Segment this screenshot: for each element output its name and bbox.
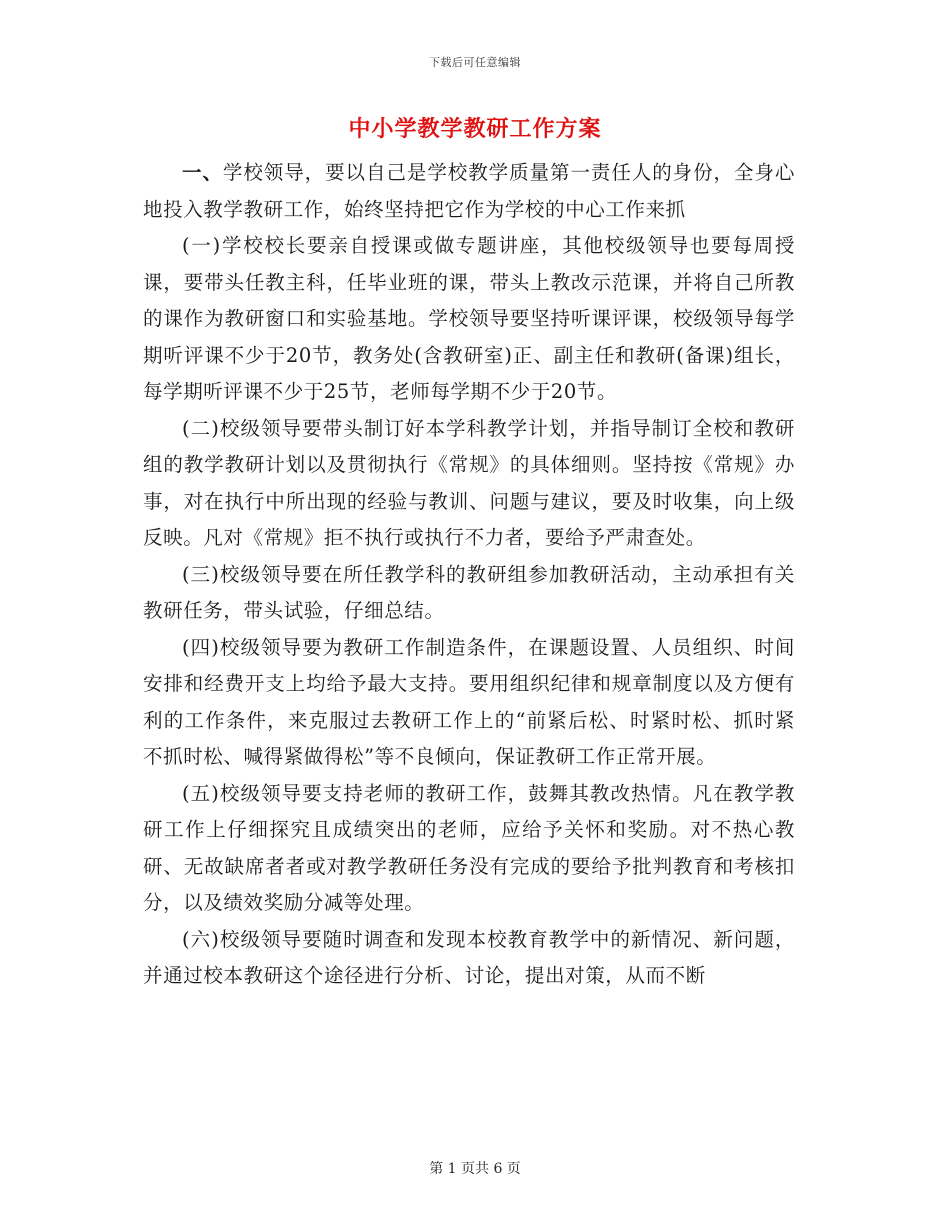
- document-title: 中小学教学教研工作方案: [348, 116, 602, 142]
- paragraph-item-4: (四)校级领导要为教研工作制造条件，在课题设置、人员组织、时间安排和经费开支上均给予最大支持。要用组织纪律和规章制度以及方便有利的工作条件，来克服过去教研工作上的“前紧后松、时紧时松、抓时紧不抓时松、喊得紧做得松”等不良倾向，保证教研工作正常开展。: [143, 635, 795, 768]
- section-one-number: 一、: [182, 161, 223, 184]
- section-one-text: 学校领导，要以自己是学校教学质量第一责任人的身份，全身心地投入教学教研工作，始终坚持把它作为学校的中心工作来抓: [143, 161, 795, 221]
- section-one-paragraph: [143, 155, 795, 228]
- paragraph-item-6: (六)校级领导要随时调查和发现本校教育教学中的新情况、新问题，并通过校本教研这个途径进行分析、讨论，提出对策，从而不断: [143, 927, 795, 987]
- paragraph-item-3: (三)校级领导要在所任教学科的教研组参加教研活动，主动承担有关教研任务，带头试验，仔细总结。: [143, 562, 795, 622]
- page-number-footer: 第 1 页共 6 页: [429, 1161, 521, 1177]
- paragraph-item-1: (一)学校校长要亲自授课或做专题讲座，其他校级领导也要每周授课，要带头任教主科，任毕业班的课，带头上教改示范课，并将自己所教的课作为教研窗口和实验基地。学校领导要坚持听课评课，校级领导每学期听评课不少于20节，教务处(含教研室)正、副主任和教研(备课)组长，每学期听评课不少于25节，老师每学期不少于20节。: [143, 234, 795, 403]
- paragraph-item-5: (五)校级领导要支持老师的教研工作，鼓舞其教改热情。凡在教学教研工作上仔细探究且成绩突出的老师，应给予关怀和奖励。对不热心教研、无故缺席者者或对教学教研任务没有完成的要给予批判教育和考核扣分，以及绩效奖励分减等处理。: [143, 781, 795, 914]
- page-header-note: 下载后可任意编辑: [429, 56, 521, 69]
- paragraph-item-2: (二)校级领导要带头制订好本学科教学计划，并指导制订全校和教研组的教学教研计划以及贯彻执行《常规》的具体细则。坚持按《常规》办事，对在执行中所出现的经验与教训、问题与建议，要及时收集，向上级反映。凡对《常规》拒不执行或执行不力者，要给予严肃查处。: [143, 416, 795, 549]
- document-body: [143, 155, 795, 995]
